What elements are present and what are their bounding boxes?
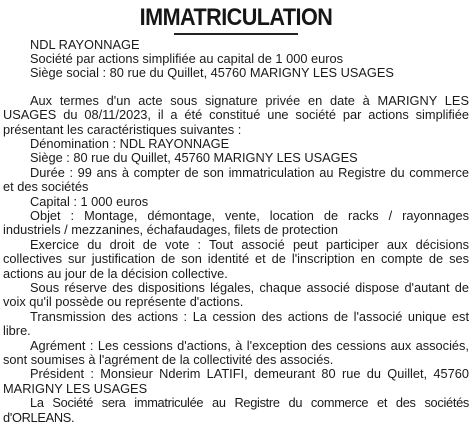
votes-line: Sous réserve des dispositions légales, chaque associé dispose d'autant de voix qu'il possède ou représente d'actions. bbox=[3, 281, 469, 310]
company-seat: Siège social : 80 rue du Quillet, 45760 MARIGNY LES USAGES bbox=[3, 66, 469, 80]
voting-rights-line: Exercice du droit de vote : Tout associé peut participer aux décisions collectives sur justification de son identité et de l'inscription en compte de ses actions au jour de la décision collective. bbox=[3, 238, 469, 281]
company-form: Société par actions simplifiée au capital de 1 000 euros bbox=[3, 52, 469, 66]
title-underline bbox=[174, 33, 298, 35]
purpose-line: Objet : Montage, démontage, vente, location de racks / rayonnages industriels / mezzanines, échafaudages, filets de protection bbox=[3, 209, 469, 238]
registration-line: La Société sera immatriculée au Registre du commerce et des sociétés d'ORLEANS. bbox=[3, 396, 469, 425]
deed-paragraph: Aux termes d'un acte sous signature privée en date à MARIGNY LES USAGES du 08/11/2023, il a été constitué une société par actions simplifiée présentant les caractéristiques suivantes : bbox=[3, 94, 469, 137]
notice-text bbox=[3, 38, 469, 425]
seat-line: Siège : 80 rue du Quillet, 45760 MARIGNY LES USAGES bbox=[3, 151, 469, 165]
president-line: Président : Monsieur Nderim LATIFI, demeurant 80 rue du Quillet, 45760 MARIGNY LES USAGES bbox=[3, 367, 469, 396]
share-transfer-line: Transmission des actions : La cession des actions de l'associé unique est libre. bbox=[3, 310, 469, 339]
company-name: NDL RAYONNAGE bbox=[3, 38, 469, 52]
legal-notice bbox=[0, 4, 473, 415]
paragraph-spacer bbox=[3, 81, 469, 94]
denomination-line: Dénomination : NDL RAYONNAGE bbox=[3, 137, 469, 151]
capital-line: Capital : 1 000 euros bbox=[3, 195, 469, 209]
duration-line: Durée : 99 ans à compter de son immatriculation au Registre du commerce et des sociétés bbox=[3, 166, 469, 195]
notice-title: IMMATRICULATION bbox=[26, 4, 445, 32]
approval-line: Agrément : Les cessions d'actions, à l'exception des cessions aux associés, sont soumises à l'agrément de la collectivité des associés. bbox=[3, 339, 469, 368]
